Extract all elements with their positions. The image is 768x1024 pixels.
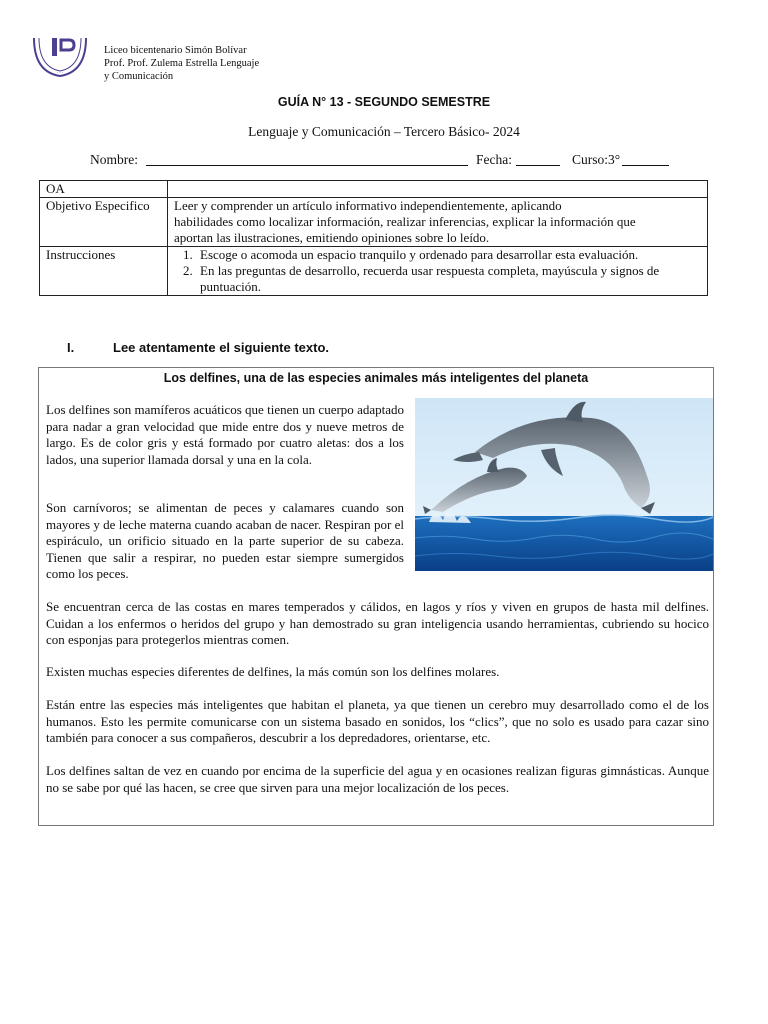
article-box [38,367,714,826]
school-name: Liceo bicentenario Simón Bolívar [104,45,247,56]
school-logo [30,36,90,80]
instrucciones-list [174,247,701,295]
guide-subtitle: Lenguaje y Comunicación – Tercero Básico- 2024 [248,124,520,139]
nombre-label: Nombre: [90,152,138,167]
curso-label: Curso:3° [572,152,621,167]
instrucciones-list-cell [168,247,708,296]
objetivo-line: Leer y comprender un artículo informativo independientemente, aplicando [174,198,562,213]
article-paragraph: Los delfines son mamíferos acuáticos que tienen un cuerpo adaptado para nadar a gran velocidad que mide entre dos y nueve metros de largo. Es de color gris y está formado por cuatro aletas: dos a los lados, una superior llamada dorsal y una en la cola. [46,402,404,467]
article-paragraph: Los delfines saltan de vez en cuando por encima de la superficie del agua y en ocasiones realizan figuras gimnásticas. Aunque no se sabe por qué las hacen, se cree que sirven para una mejor localización de los peces. [46,763,709,795]
objetivo-text [168,198,708,247]
instruccion-item: 1. Escoge o acomoda un espacio tranquilo y ordenado para desarrollar esta evaluación. [196,247,701,263]
info-table [39,180,708,296]
teacher-name: Prof. Prof. Zulema Estrella Lenguaje [104,58,260,69]
guide-title: GUÍA N° 13 - SEGUNDO SEMESTRE [277,95,491,109]
objetivo-label: Objetivo Especifico [40,198,168,247]
article-paragraph: Se encuentran cerca de las costas en mares temperados y cálidos, en lagos y ríos y viven en grupos de hasta mil delfines. Cuidan a los enfermos o heridos del grupo y han demostrado su gran inteligencia usando herramientas, cubriendo su hocico con esponjas para protegerlos mientras comen. [46,599,709,647]
subject-name: y Comunicación [104,71,174,82]
svg-text:· · ·: · · · [56,70,64,75]
oa-row [40,181,708,198]
instrucciones-row [40,247,708,296]
section-number: I. [67,340,75,355]
school-header [104,44,294,83]
article-paragraph: Están entre las especies más inteligentes que habitan el planeta, ya que tienen un cerebro muy desarrollado como el de los humanos. Esto les permite comunicarse con un sistema basado en sonidos, los “clics”, que no solo es usado para cazar sino también para conocer a sus compañeros, descubrir a los depredadores, orientarse, etc. [46,697,709,745]
student-info-row [90,152,690,170]
section-title: Lee atentamente el siguiente texto. [113,340,330,355]
dolphins-photo [415,398,713,571]
objetivo-row [40,198,708,247]
article-paragraph: Existen muchas especies diferentes de delfines, la más común son los delfines molares. [46,664,500,679]
objetivo-line: aportan las ilustraciones, emitiendo opiniones sobre lo leído. [174,230,490,245]
oa-value [168,181,708,198]
section-heading [67,340,329,355]
objetivo-line: habilidades como localizar información, realizar inferencias, explicar la información que [174,214,636,229]
fecha-label: Fecha: [476,152,512,167]
article-title: Los delfines, una de las especies animales más inteligentes del planeta [163,371,589,385]
instruccion-item: 2. En las preguntas de desarrollo, recuerda usar respuesta completa, mayúscula y signos de puntuación. [196,263,701,295]
article-paragraph: Son carnívoros; se alimentan de peces y calamares cuando son mayores y de leche materna cuando acaban de nacer. Respiran por el espiráculo, un orificio situado en la parte superior de su cabeza. Tienen que salir a respirar, no pueden estar siempre sumergidos como los peces. [46,500,404,581]
instrucciones-label: Instrucciones [40,247,168,296]
oa-label: OA [40,181,168,198]
